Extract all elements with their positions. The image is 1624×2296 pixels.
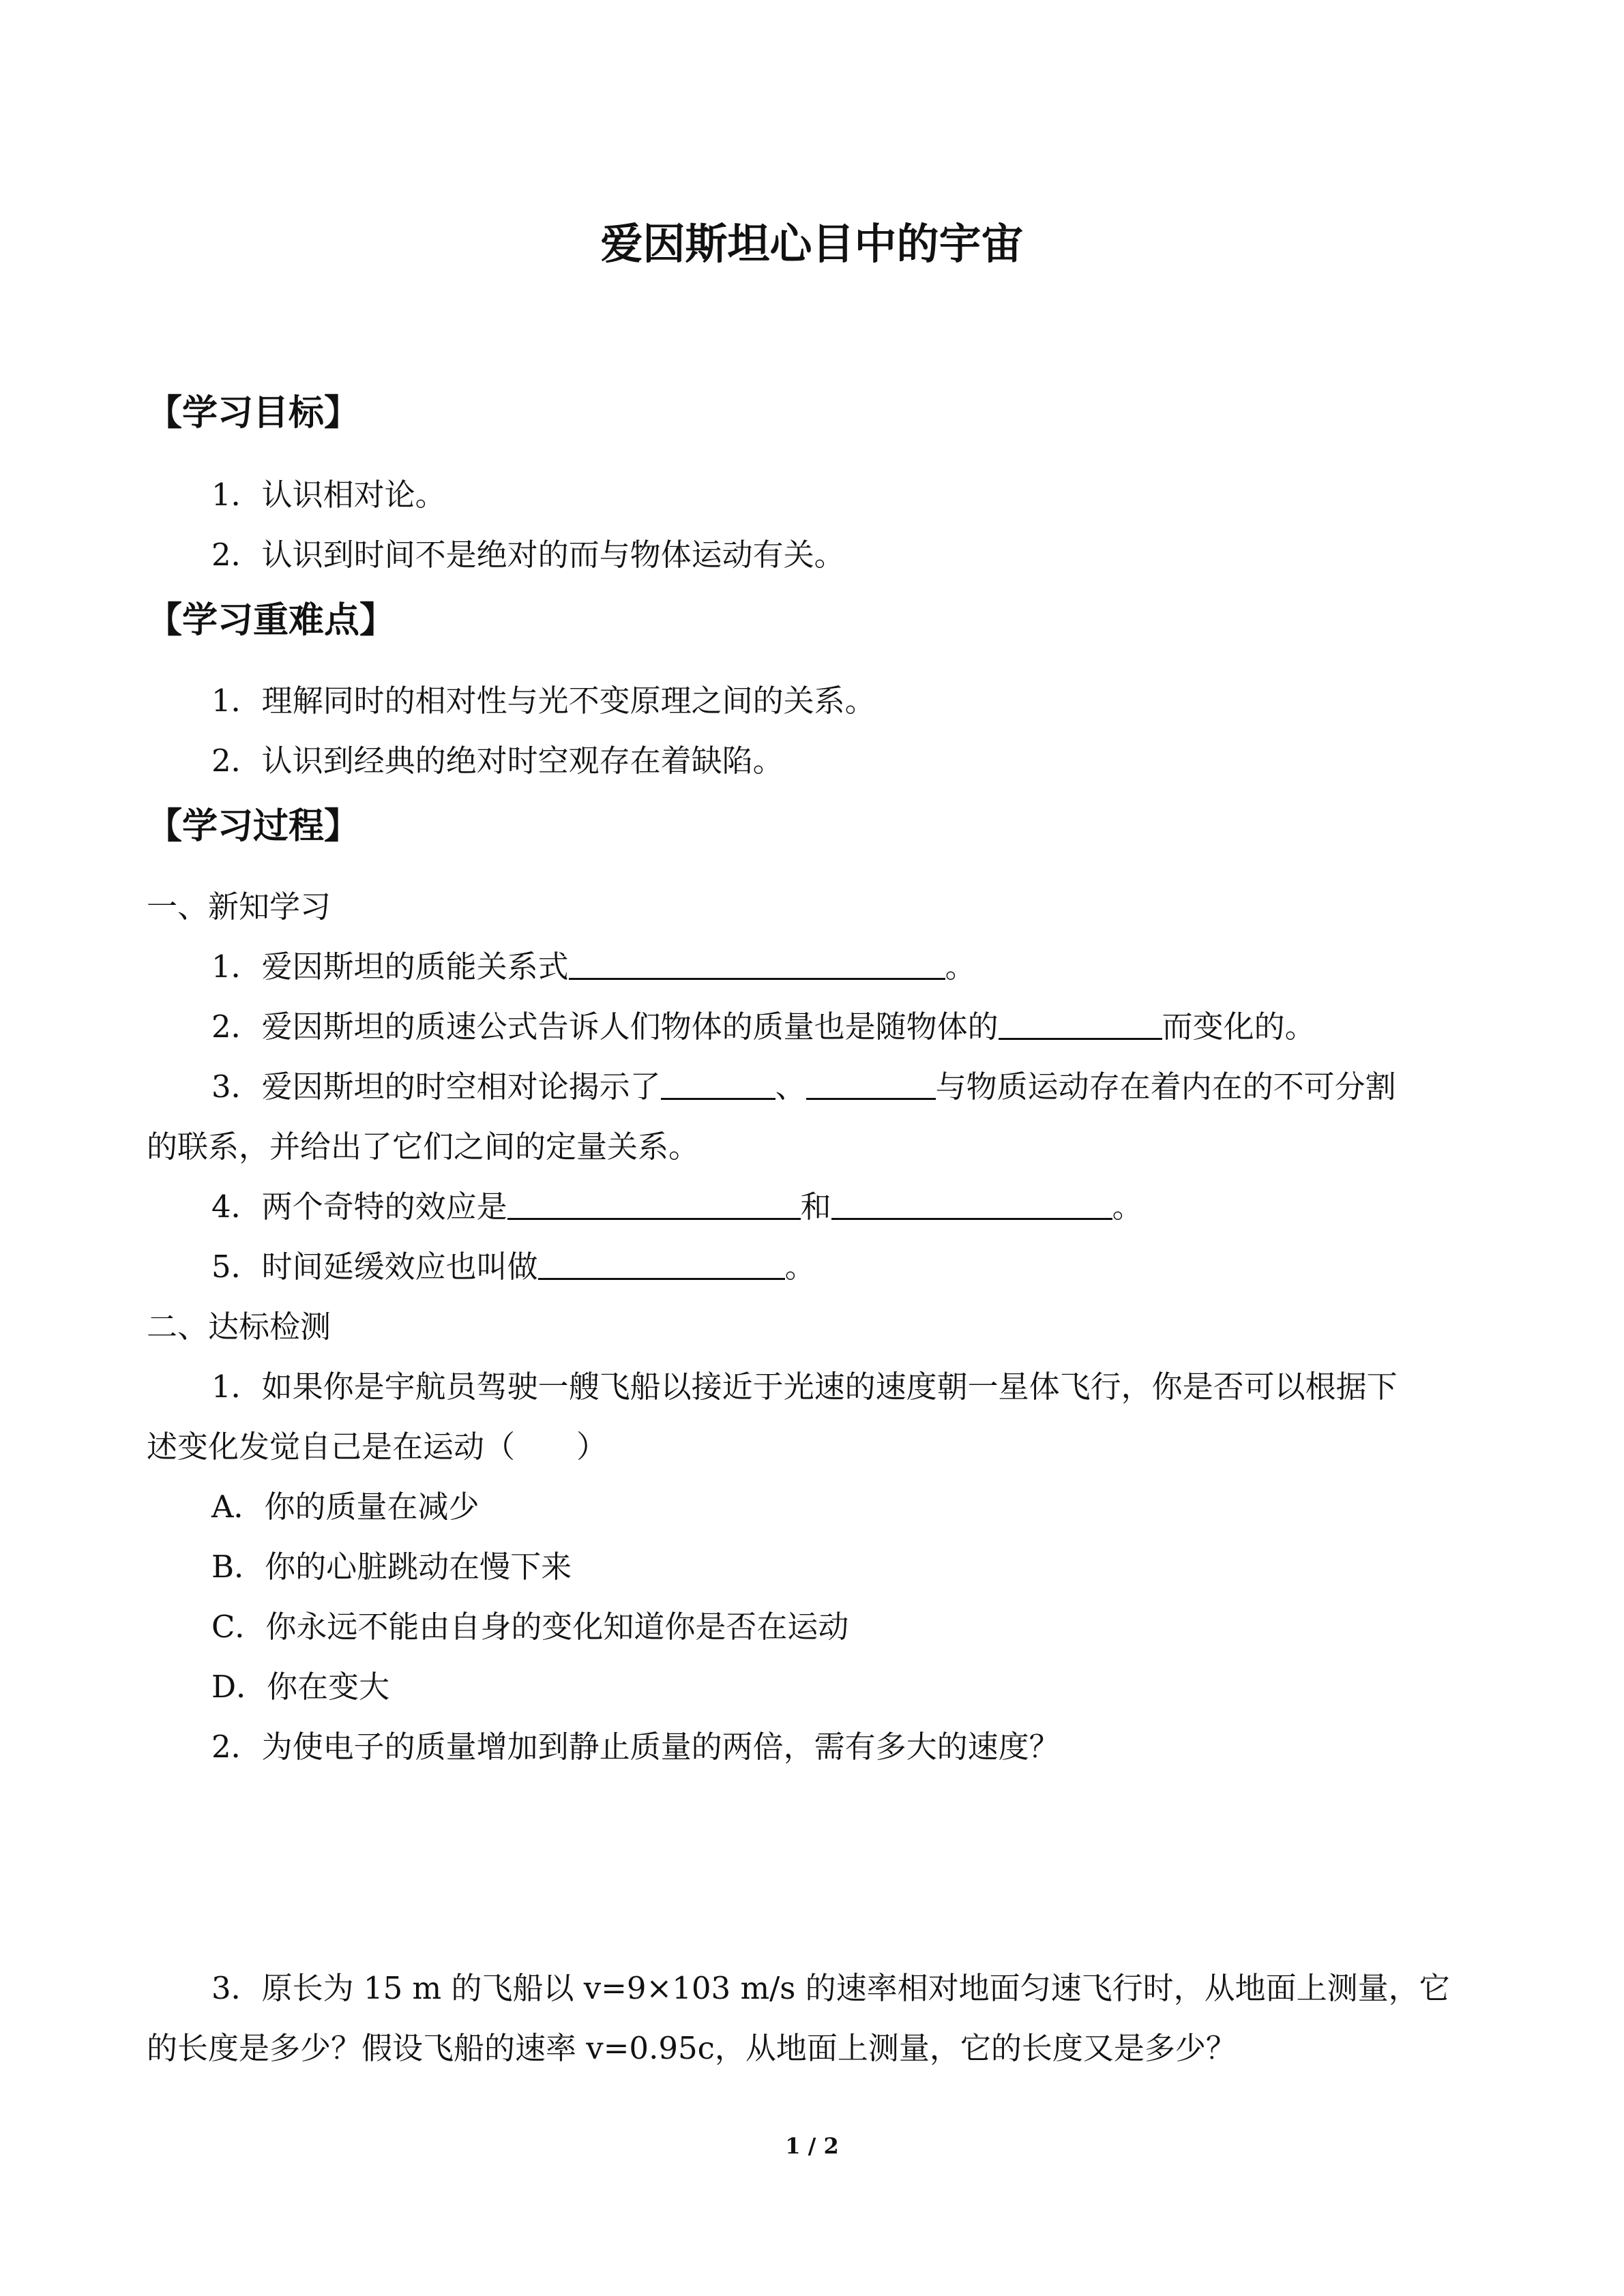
answer-blank[interactable] [538,1248,785,1280]
fill-question-3-continued: 的联系，并给出了它们之间的定量关系。 [147,1129,700,1165]
option-d: D．你在变大 [211,1669,390,1705]
page-number: 1 / 2 [785,2133,839,2159]
fill-question-2: 2．爱因斯坦的质速公式告诉人们物体的质量也是随物体的 而变化的。 [211,1009,1316,1045]
option-a: A．你的质量在减少 [211,1489,479,1525]
goals-heading: 【学习目标】 [147,393,360,434]
fill-question-4: 4．两个奇特的效应是 和 。 [211,1189,1143,1225]
process-heading: 【学习过程】 [147,806,360,847]
goal-item: 2．认识到时间不是绝对的而与物体运动有关。 [211,537,845,573]
key-point-item: 1．理解同时的相对性与光不变原理之间的关系。 [211,683,876,719]
mc-question-1-continued: 述变化发觉自己是在运动（ ） [147,1429,608,1465]
fill-question-3: 3．爱因斯坦的时空相对论揭示了 、 与物质运动存在着内在的不可分割 [211,1069,1396,1105]
page-title: 爱因斯坦心目中的宇宙 [600,219,1024,269]
answer-blank[interactable] [507,1188,801,1220]
answer-blank[interactable] [831,1188,1112,1220]
option-b: B．你的心脏跳动在慢下来 [211,1549,572,1585]
question-3-continued: 的长度是多少？假设飞船的速率 v=0.95c，从地面上测量，它的长度又是多少？ [147,2030,1237,2066]
answer-blank[interactable] [806,1068,936,1100]
question-2: 2．为使电子的质量增加到静止质量的两倍，需有多大的速度？ [211,1729,1060,1765]
option-c: C．你永远不能由自身的变化知道你是否在运动 [211,1609,849,1645]
key-points-heading: 【学习重难点】 [147,600,396,641]
mc-question-1: 1．如果你是宇航员驾驶一艘飞船以接近于光速的速度朝一星体飞行，你是否可以根据下 [211,1369,1398,1405]
question-3: 3．原长为 15 m 的飞船以 v=9×103 m/s 的速率相对地面匀速飞行时，从地面上测量，它 [211,1970,1450,2006]
fill-question-1: 1．爱因斯坦的质能关系式 。 [211,949,976,985]
answer-blank[interactable] [661,1068,776,1100]
key-point-item: 2．认识到经典的绝对时空观存在着缺陷。 [211,743,784,779]
section-heading-new-knowledge: 一、新知学习 [147,889,331,925]
fill-question-5: 5．时间延缓效应也叫做 。 [211,1249,816,1285]
answer-blank[interactable] [569,948,945,980]
section-heading-assessment: 二、达标检测 [147,1309,331,1345]
goal-item: 1．认识相对论。 [211,477,446,513]
answer-blank[interactable] [999,1008,1162,1040]
